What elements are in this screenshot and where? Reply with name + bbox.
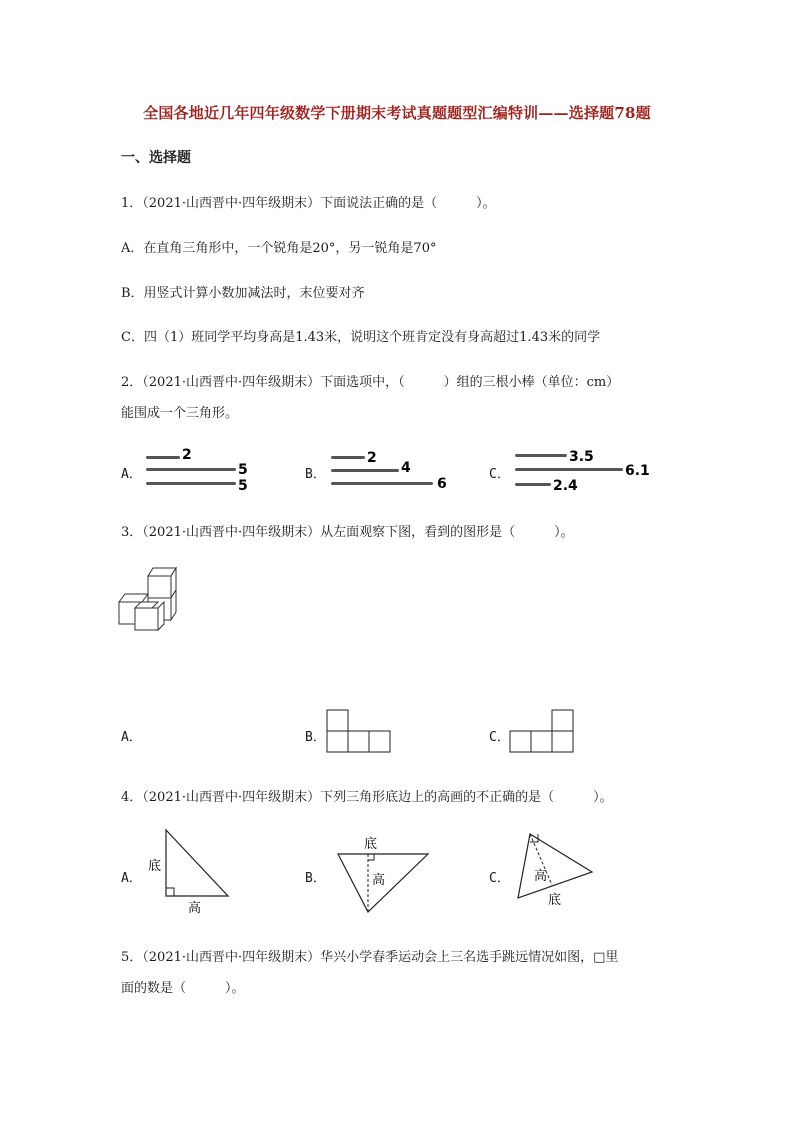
stick-length-label: 6	[437, 476, 447, 492]
q5-stem-line2: 面的数是（ ）。	[121, 981, 245, 996]
q3-option-b-label: B．	[305, 730, 326, 745]
q4-option-c-label: C．	[489, 871, 510, 886]
q3-option-c-view	[509, 709, 575, 753]
base-label: 底	[148, 859, 162, 874]
stick	[331, 469, 399, 472]
q2-option-b-label: B．	[305, 467, 326, 482]
q4-option-b-triangle	[330, 830, 440, 916]
stick-length-label: 2.4	[553, 478, 578, 494]
q5-stem-line1: 5．（2021·山西晋中·四年级期末）华兴小学春季运动会上三名选手跳远情况如图，□里	[121, 950, 619, 965]
q2-stem-line1: 2．（2021·山西晋中·四年级期末）下面选项中，（ ）组的三根小棒（单位：cm）	[121, 375, 620, 390]
q4-option-a-triangle	[140, 826, 240, 918]
q3-option-c-label: C．	[489, 730, 510, 745]
stick	[146, 456, 180, 459]
base-label: 底	[548, 893, 562, 908]
stick	[331, 456, 365, 459]
stick-length-label: 2	[182, 447, 192, 463]
stick	[331, 482, 433, 485]
stick-length-label: 6.1	[625, 463, 650, 479]
q3-option-a-label: A．	[121, 730, 142, 745]
stick-length-label: 5	[238, 462, 248, 478]
q2-option-c-label: C．	[489, 467, 510, 482]
stick	[515, 468, 623, 471]
section-title: 一、选择题	[121, 150, 191, 166]
height-label: 高	[372, 873, 386, 888]
stick-length-label: 5	[238, 478, 248, 494]
height-label: 高	[188, 901, 202, 916]
q2-option-c-sticks	[509, 444, 669, 494]
q3-cube-stack-figure	[115, 562, 185, 634]
stick	[515, 454, 567, 457]
q4-option-c-triangle	[512, 828, 602, 910]
q4-stem: 4．（2021·山西晋中·四年级期末）下列三角形底边上的高画的不正确的是（ ）。	[121, 790, 613, 805]
q2-option-a-label: A．	[121, 467, 142, 482]
q1-stem: 1．（2021·山西晋中·四年级期末）下面说法正确的是（ ）。	[121, 196, 496, 211]
q4-option-b-label: B．	[305, 871, 326, 886]
q3-stem: 3．（2021·山西晋中·四年级期末）从左面观察下图，看到的图形是（ ）。	[121, 525, 574, 540]
stick	[146, 482, 236, 485]
stick-length-label: 3.5	[569, 449, 594, 465]
stick	[515, 483, 551, 486]
q1-option-c: C．四（1）班同学平均身高是1.43米，说明这个班肯定没有身高超过1.43米的同学	[121, 330, 601, 345]
q1-option-b: B．用竖式计算小数加减法时，末位要对齐	[121, 286, 365, 301]
q4-option-a-label: A．	[121, 871, 142, 886]
q2-stem-line2: 能围成一个三角形。	[121, 406, 239, 421]
q1-option-a: A．在直角三角形中，一个锐角是20°，另一锐角是70°	[121, 241, 437, 256]
stick-length-label: 4	[401, 460, 411, 476]
base-label: 底	[364, 837, 378, 852]
q2-option-a-sticks	[140, 444, 260, 494]
q3-option-b-view	[326, 709, 392, 753]
height-label: 高	[534, 869, 548, 884]
stick-length-label: 2	[367, 450, 377, 466]
q2-option-b-sticks	[325, 444, 465, 494]
stick	[146, 468, 236, 471]
page-title: 全国各地近几年四年级数学下册期末考试真题题型汇编特训——选择题78题	[143, 104, 651, 122]
